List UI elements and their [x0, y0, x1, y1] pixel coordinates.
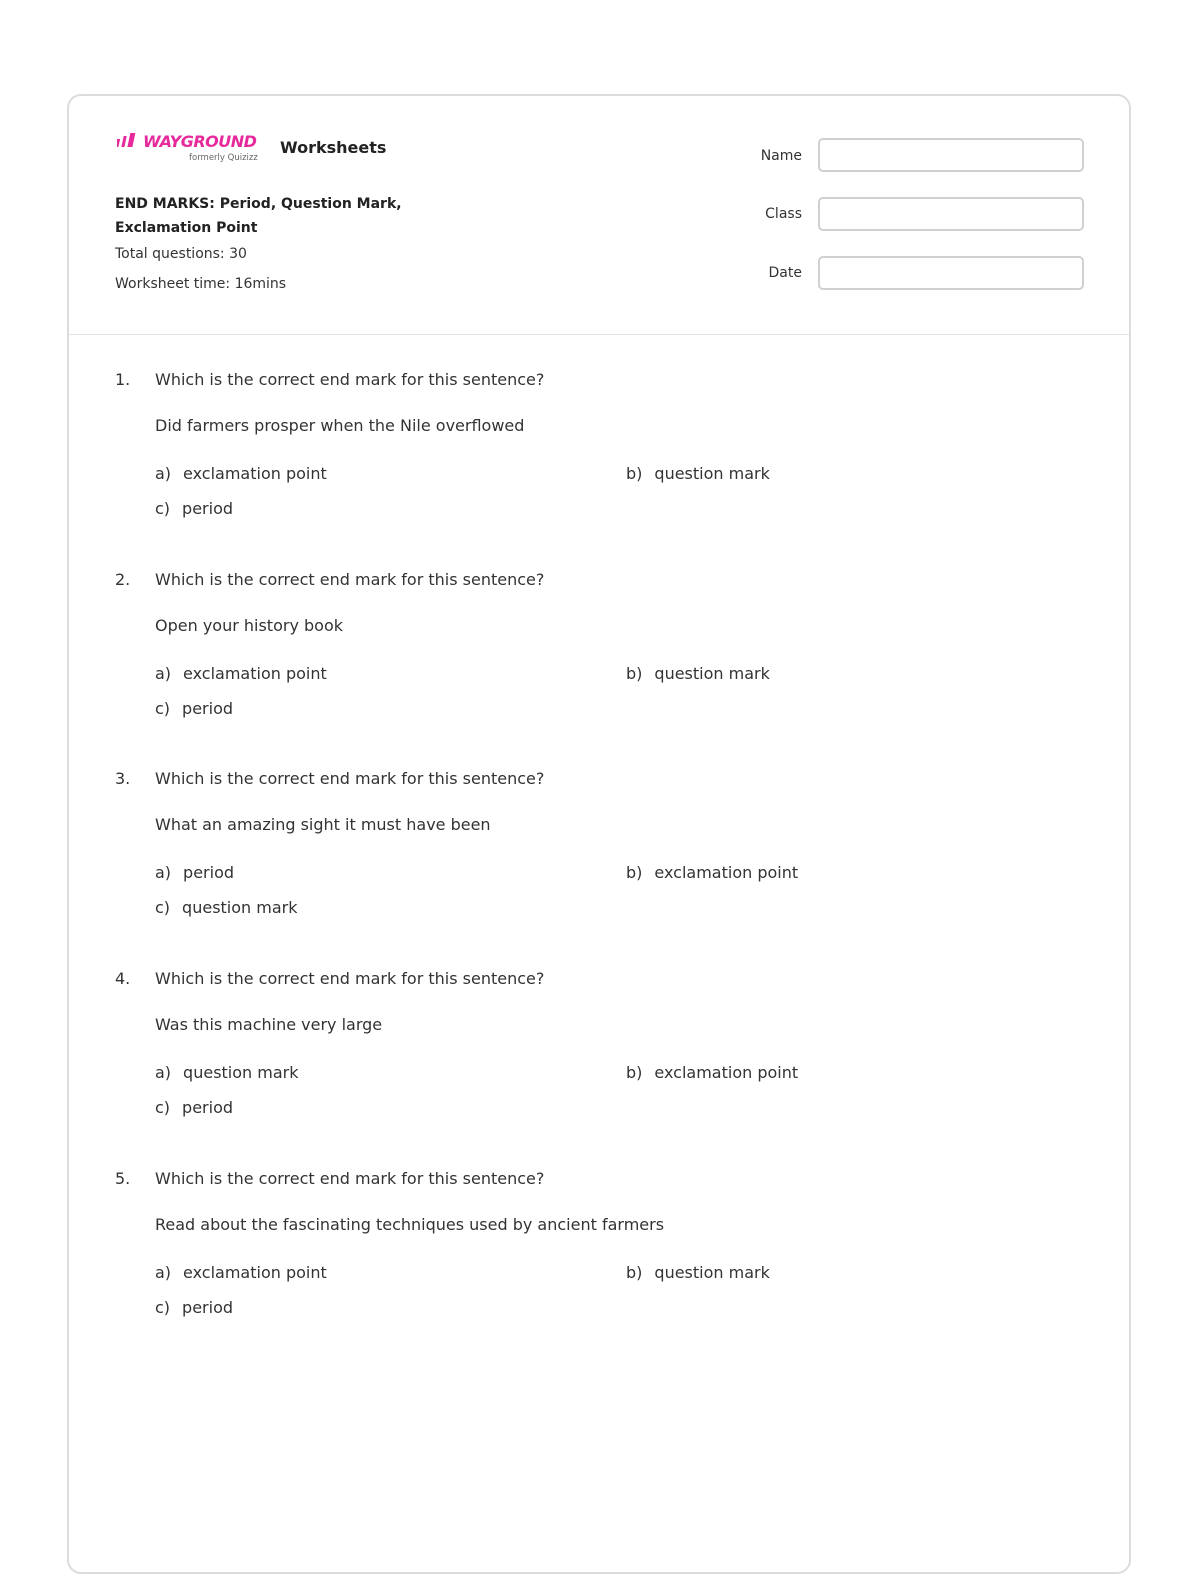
question-prompt: Was this machine very large [155, 1015, 383, 1034]
option-text: exclamation point [183, 664, 327, 683]
option-letter: a) [155, 863, 172, 882]
option-c[interactable] [155, 499, 233, 518]
class-field[interactable] [818, 197, 1084, 231]
option-text: exclamation point [654, 1063, 799, 1082]
wayground-logo [117, 130, 277, 170]
option-text: exclamation point [183, 464, 327, 483]
option-text: question mark [654, 664, 770, 683]
question-number: 3. [115, 769, 131, 788]
option-letter: b) [626, 1063, 643, 1082]
question-number: 2. [115, 570, 131, 589]
class-label: Class [765, 206, 802, 222]
option-text: period [182, 1298, 234, 1317]
question-4 [115, 969, 1115, 1139]
question-5 [115, 1169, 1115, 1339]
option-letter: a) [155, 1263, 172, 1282]
option-b[interactable] [626, 1263, 770, 1282]
option-text: period [183, 863, 235, 882]
question-3 [115, 769, 1115, 939]
option-text: period [182, 699, 234, 718]
option-b[interactable] [626, 1063, 798, 1082]
option-b[interactable] [626, 464, 770, 483]
date-field[interactable] [818, 256, 1084, 290]
worksheet-header [69, 96, 1129, 335]
option-c[interactable] [155, 1298, 233, 1317]
question-text: Which is the correct end mark for this sentence? [155, 1169, 545, 1188]
option-letter: a) [155, 664, 172, 683]
option-letter: b) [626, 664, 643, 683]
option-c[interactable] [155, 1098, 233, 1117]
option-text: question mark [182, 898, 298, 917]
question-prompt: Did farmers prosper when the Nile overflowed [155, 416, 525, 435]
option-letter: c) [155, 898, 171, 917]
question-text: Which is the correct end mark for this sentence? [155, 769, 545, 788]
name-field[interactable] [818, 138, 1084, 172]
option-text: question mark [654, 464, 770, 483]
option-letter: a) [155, 1063, 172, 1082]
logo-subtitle: formerly Quizizz [189, 153, 258, 163]
worksheet-title: END MARKS: Period, Question Mark, Exclamation Point [115, 196, 402, 236]
option-text: exclamation point [654, 863, 799, 882]
option-letter: a) [155, 464, 172, 483]
question-prompt: Read about the fascinating techniques used by ancient farmers [155, 1215, 665, 1234]
option-c[interactable] [155, 699, 233, 718]
name-label: Name [760, 148, 802, 164]
question-number: 1. [115, 370, 131, 389]
option-text: question mark [654, 1263, 770, 1282]
question-2 [115, 570, 1115, 740]
option-letter: b) [626, 1263, 643, 1282]
option-c[interactable] [155, 898, 298, 917]
option-a[interactable] [155, 464, 327, 483]
worksheet-time: Worksheet time: 16mins [115, 276, 287, 292]
option-text: period [182, 499, 234, 518]
worksheets-label: Worksheets [280, 138, 387, 157]
option-b[interactable] [626, 863, 798, 882]
question-text: Which is the correct end mark for this sentence? [155, 370, 545, 389]
option-letter: b) [626, 464, 643, 483]
option-a[interactable] [155, 1263, 327, 1282]
option-b[interactable] [626, 664, 770, 683]
option-text: period [182, 1098, 234, 1117]
question-prompt: Open your history book [155, 616, 343, 635]
question-text: Which is the correct end mark for this sentence? [155, 570, 545, 589]
total-questions: Total questions: 30 [115, 246, 247, 262]
question-text: Which is the correct end mark for this sentence? [155, 969, 545, 988]
question-number: 5. [115, 1169, 131, 1188]
worksheet-card [67, 94, 1131, 1574]
option-letter: b) [626, 863, 643, 882]
option-letter: c) [155, 499, 171, 518]
option-letter: c) [155, 1298, 171, 1317]
question-number: 4. [115, 969, 131, 988]
option-letter: c) [155, 1098, 171, 1117]
option-text: exclamation point [183, 1263, 327, 1282]
option-a[interactable] [155, 863, 234, 882]
question-prompt: What an amazing sight it must have been [155, 815, 491, 834]
option-text: question mark [183, 1063, 299, 1082]
question-1 [115, 370, 1115, 540]
option-letter: c) [155, 699, 171, 718]
date-label: Date [768, 265, 802, 281]
option-a[interactable] [155, 1063, 299, 1082]
option-a[interactable] [155, 664, 327, 683]
logo-wordmark: WAYGROUND [143, 132, 257, 151]
